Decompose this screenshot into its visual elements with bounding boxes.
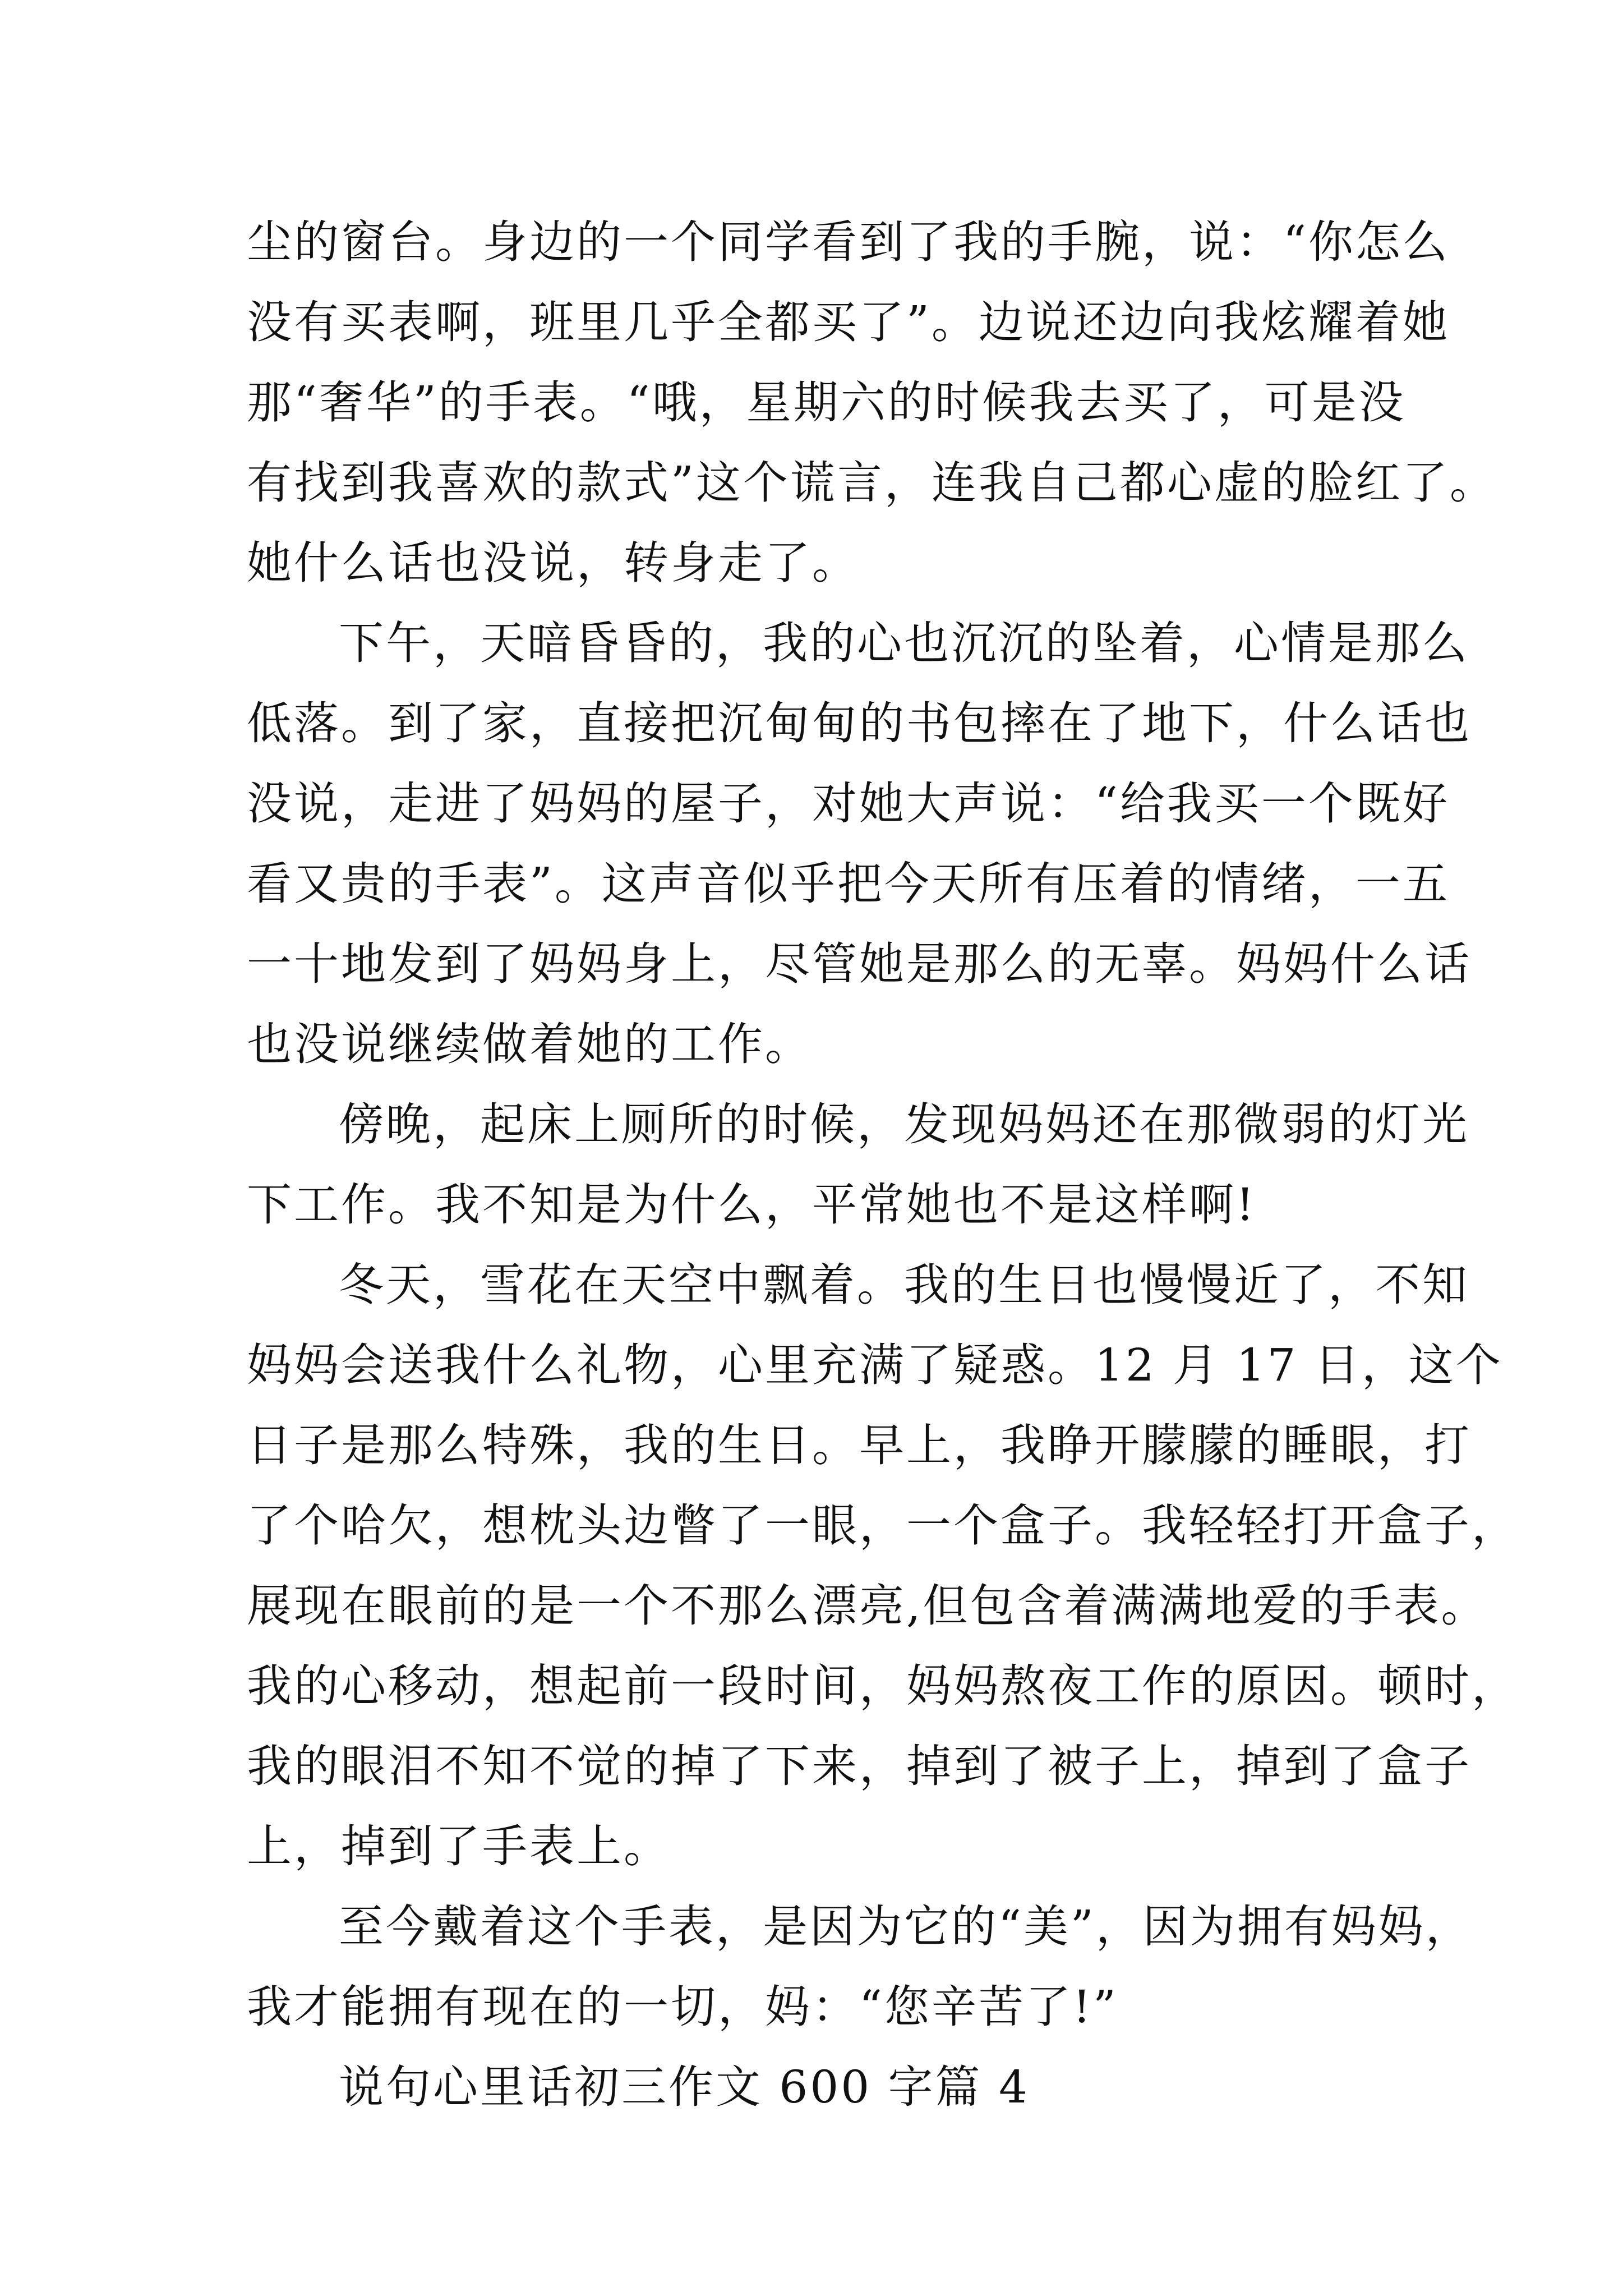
text-line-9: 看又贵的手表”。这声音似乎把今天所有压着的情绪，一五	[247, 858, 1450, 910]
text-line-19: 我的心移动，想起前一段时间，妈妈熬夜工作的原因。顿时，	[247, 1660, 1519, 1712]
text-line-3: 那“奢华”的手表。“哦，星期六的时候我去买了，可是没	[247, 376, 1406, 429]
text-line-11: 也没说继续做着她的工作。	[247, 1018, 812, 1070]
text-line-18: 展现在眼前的是一个不那么漂亮,但包含着满满地爱的手表。	[247, 1580, 1488, 1632]
text-line-5: 她什么话也没说，转身走了。	[247, 537, 859, 589]
section-heading: 说句心里话初三作文 600 字篇 4	[339, 2061, 1030, 2113]
text-line-8: 没说，走进了妈妈的屋子，对她大声说：“给我买一个既好	[247, 777, 1450, 830]
essay-body	[247, 202, 1519, 2127]
text-line-4: 有找到我喜欢的款式”这个谎言，连我自己都心虚的脸红了。	[247, 457, 1497, 509]
text-line-1: 尘的窗台。身边的一个同学看到了我的手腕，说：“你怎么	[247, 216, 1450, 268]
text-line-15: 妈妈会送我什么礼物，心里充满了疑惑。12 月 17 日，这个	[247, 1339, 1503, 1391]
text-line-17: 了个哈欠，想枕头边瞥了一眼，一个盒子。我轻轻打开盒子，	[247, 1499, 1519, 1552]
text-line-10: 一十地发到了妈妈身上，尽管她是那么的无辜。妈妈什么话	[247, 938, 1472, 990]
paragraph-start-line-22: 至今戴着这个手表，是因为它的“美”，因为拥有妈妈，	[339, 1901, 1473, 1953]
text-line-20: 我的眼泪不知不觉的掉了下来，掉到了被子上，掉到了盒子	[247, 1740, 1472, 1792]
paragraph-start-line-14: 冬天，雪花在天空中飘着。我的生日也慢慢近了，不知	[339, 1259, 1469, 1311]
text-line-2: 没有买表啊，班里几乎全都买了”。边说还边向我炫耀着她	[247, 296, 1450, 348]
text-line-13: 下工作。我不知是为什么，平常她也不是这样啊!	[247, 1179, 1257, 1231]
paragraph-start-line-12: 傍晚，起床上厕所的时候，发现妈妈还在那微弱的灯光	[339, 1098, 1469, 1151]
text-line-16: 日子是那么特殊，我的生日。早上，我睁开朦朦的睡眼，打	[247, 1419, 1472, 1471]
text-line-7: 低落。到了家，直接把沉甸甸的书包摔在了地下，什么话也	[247, 697, 1472, 749]
paragraph-start-line-6: 下午，天暗昏昏的，我的心也沉沉的坠着，心情是那么	[339, 617, 1469, 669]
text-line-21: 上，掉到了手表上。	[247, 1820, 671, 1872]
text-line-23: 我才能拥有现在的一切，妈：“您辛苦了!”	[247, 1981, 1118, 2033]
